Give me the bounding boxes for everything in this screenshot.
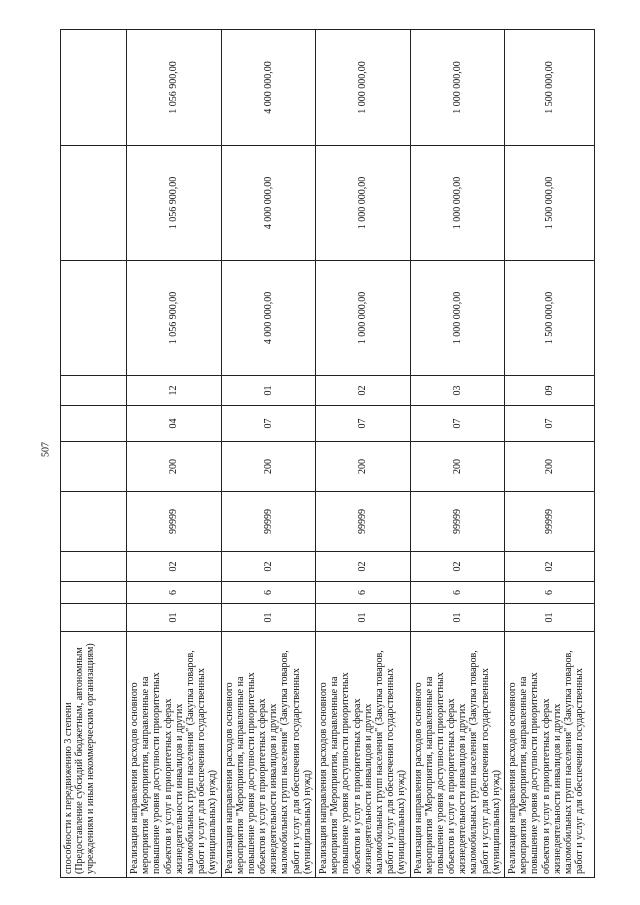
code-section: 07	[505, 406, 595, 442]
amount-year-1: 1 000 000,00	[316, 261, 411, 376]
code-event: 02	[316, 552, 411, 582]
page-number: 507	[40, 442, 52, 457]
code-subprogram	[61, 582, 127, 604]
code-expense-type: 200	[410, 442, 505, 492]
amount-year-2: 4 000 000,00	[221, 146, 316, 261]
amount-year-2	[61, 146, 127, 261]
code-expense-type: 200	[505, 442, 595, 492]
amount-year-2: 1 000 000,00	[410, 146, 505, 261]
row-description: Реализация направления расходов основного мероприятия "Мероприятия, направленные на повышение уровня доступности приоритетных объектов и услуг в приоритетных сферах жизнедеятельности инвалидов и других маломобильных групп населения" (Закупка товаров, работ и услуг для обеспечения государственных (муниципальных) нужд)	[221, 632, 316, 878]
code-subsection	[61, 376, 127, 406]
code-subprogram: 6	[221, 582, 316, 604]
row-description: Реализация направления расходов основного мероприятия "Мероприятия, направленные на повышение уровня доступности приоритетных объектов и услуг в приоритетных сферах жизнедеятельности инвалидов и других маломобильных групп населения" (Закупка товаров, работ и услуг для обеспечения государственных (муниципальных) нужд)	[127, 632, 222, 878]
code-program: 01	[316, 604, 411, 632]
row-description: Реализация направления расходов основного мероприятия "Мероприятия, направленные на повышение уровня доступности приоритетных объектов и услуг в приоритетных сферах жизнедеятельности инвалидов и других маломобильных групп населения" (Закупка товаров, работ и услуг для обеспечения государственных	[505, 632, 595, 878]
amount-year-1: 4 000 000,00	[221, 261, 316, 376]
table-row	[410, 30, 505, 878]
code-direction: 99999	[505, 492, 595, 552]
table-row	[127, 30, 222, 878]
code-subsection: 02	[316, 376, 411, 406]
code-subprogram: 6	[505, 582, 595, 604]
code-subsection: 09	[505, 376, 595, 406]
code-program: 01	[505, 604, 595, 632]
amount-year-2: 1 500 000,00	[505, 146, 595, 261]
code-direction: 99999	[127, 492, 222, 552]
code-subprogram: 6	[127, 582, 222, 604]
code-subprogram: 6	[316, 582, 411, 604]
code-section: 07	[410, 406, 505, 442]
table-row	[61, 30, 127, 878]
code-subsection: 03	[410, 376, 505, 406]
amount-year-1: 1 056 900,00	[127, 261, 222, 376]
amount-year-3: 1 500 000,00	[505, 30, 595, 146]
amount-year-3	[61, 30, 127, 146]
code-expense-type: 200	[221, 442, 316, 492]
code-subsection: 01	[221, 376, 316, 406]
code-program: 01	[410, 604, 505, 632]
amount-year-3: 1 000 000,00	[410, 30, 505, 146]
amount-year-3: 4 000 000,00	[221, 30, 316, 146]
amount-year-3: 1 000 000,00	[316, 30, 411, 146]
table-body	[61, 30, 595, 878]
amount-year-1: 1 000 000,00	[410, 261, 505, 376]
code-direction: 99999	[316, 492, 411, 552]
code-program: 01	[221, 604, 316, 632]
code-program: 01	[127, 604, 222, 632]
code-program	[61, 604, 127, 632]
code-section: 04	[127, 406, 222, 442]
code-expense-type: 200	[316, 442, 411, 492]
row-description: способности к передвижению 3 степени (Предоставление субсидий бюджетным, автономным учреждениям и иным некоммерческим организациям)	[61, 632, 127, 878]
table-row	[505, 30, 595, 878]
code-expense-type: 200	[127, 442, 222, 492]
amount-year-3: 1 056 900,00	[127, 30, 222, 146]
amount-year-1: 1 500 000,00	[505, 261, 595, 376]
code-subsection: 12	[127, 376, 222, 406]
code-section: 07	[221, 406, 316, 442]
code-subprogram: 6	[410, 582, 505, 604]
code-event: 02	[410, 552, 505, 582]
code-event: 02	[505, 552, 595, 582]
rotated-table-area	[60, 30, 586, 878]
table-row	[221, 30, 316, 878]
code-event	[61, 552, 127, 582]
code-expense-type	[61, 442, 127, 492]
table-wrap	[60, 30, 586, 878]
code-event: 02	[221, 552, 316, 582]
table-row	[316, 30, 411, 878]
budget-table	[60, 29, 595, 878]
code-direction	[61, 492, 127, 552]
code-section: 07	[316, 406, 411, 442]
code-direction: 99999	[221, 492, 316, 552]
code-direction: 99999	[410, 492, 505, 552]
code-section	[61, 406, 127, 442]
amount-year-1	[61, 261, 127, 376]
amount-year-2: 1 056 900,00	[127, 146, 222, 261]
row-description: Реализация направления расходов основного мероприятия "Мероприятия, направленные на повышение уровня доступности приоритетных объектов и услуг в приоритетных сферах жизнедеятельности инвалидов и других маломобильных групп населения" (Закупка товаров, работ и услуг для обеспечения государственных (муниципальных) нужд)	[316, 632, 411, 878]
code-event: 02	[127, 552, 222, 582]
amount-year-2: 1 000 000,00	[316, 146, 411, 261]
row-description: Реализация направления расходов основного мероприятия "Мероприятия, направленные на повышение уровня доступности приоритетных объектов и услуг в приоритетных сферах жизнедеятельности инвалидов и других маломобильных групп населения" (Закупка товаров, работ и услуг для обеспечения государственных (муниципальных) нужд)	[410, 632, 505, 878]
